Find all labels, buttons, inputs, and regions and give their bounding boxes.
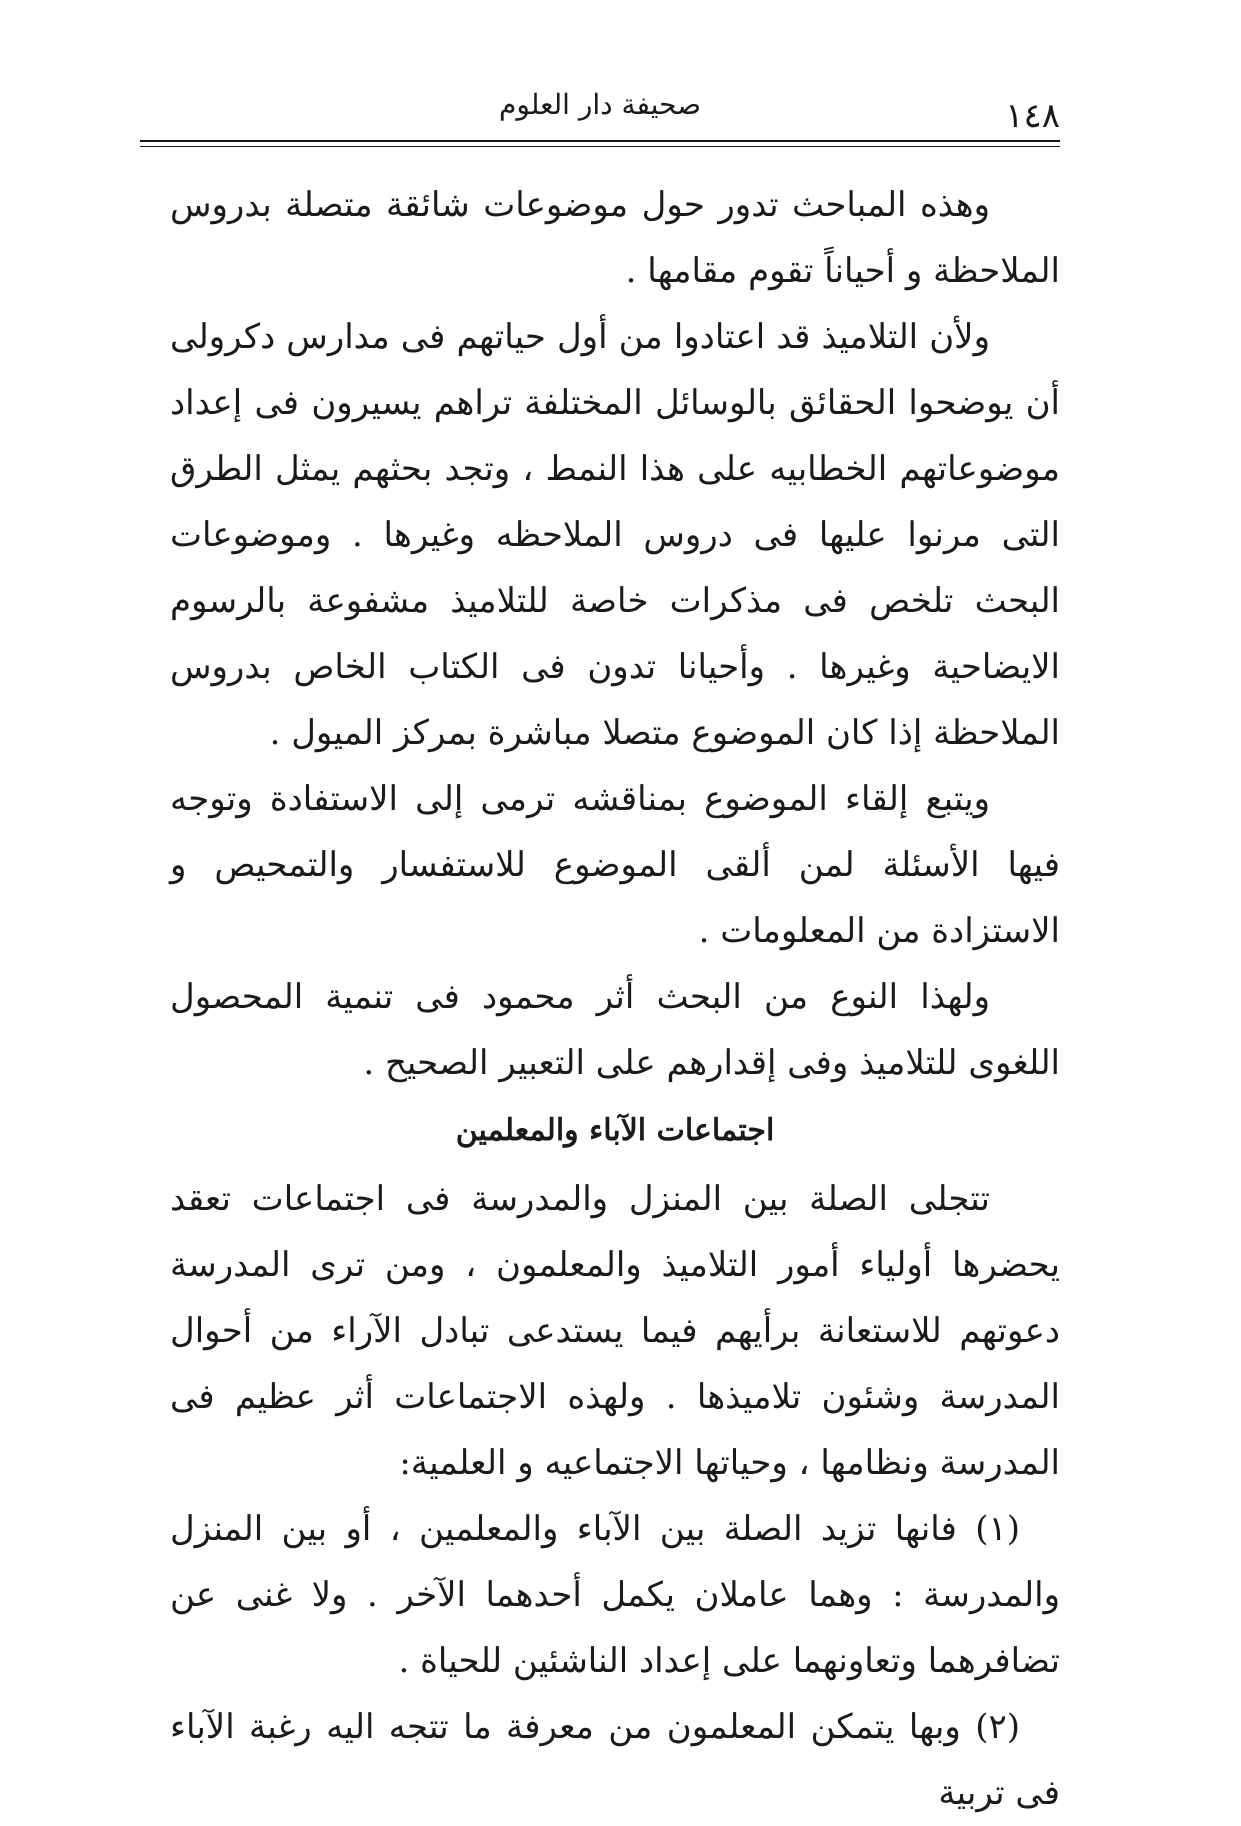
numbered-paragraph: (١) فانها تزيد الصلة بين الآباء والمعلمين ، أو بين المنزل والمدرسة : وهما عاملان يكمل أحدهما الآخر . ولا غنى عن تضافرهما وتعاونهما على إعداد الناشئين للحياة . bbox=[170, 1509, 1060, 1681]
numbered-paragraph: (٢) وبها يتمكن المعلمون من معرفة ما تتجه اليه رغبة الآباء فى تربية bbox=[170, 1707, 1060, 1813]
paragraph: وهذه المباحث تدور حول موضوعات شائقة متصلة بدروس الملاحظة و أحياناً تقوم مقامها . bbox=[170, 185, 1060, 291]
header-rule bbox=[140, 140, 1060, 142]
body-text bbox=[170, 172, 1060, 1826]
page-number: ١٤٨ bbox=[1005, 96, 1060, 136]
header-rule-thin bbox=[140, 146, 1060, 147]
running-title: صحيفة دار العلوم bbox=[499, 88, 701, 121]
paragraph: ويتبع إلقاء الموضوع بمناقشه ترمى إلى الاستفادة وتوجه فيها الأسئلة لمن ألقى الموضوع للاستفسار والتمحيص و الاستزادة من المعلومات . bbox=[170, 779, 1060, 951]
page-header bbox=[140, 84, 1060, 134]
paragraph: ولهذا النوع من البحث أثر محمود فى تنمية المحصول اللغوى للتلاميذ وفى إقدارهم على التعبير الصحيح . bbox=[170, 977, 1060, 1083]
section-heading: اجتماعات الآباء والمعلمين bbox=[455, 1113, 775, 1148]
paragraph: تتجلى الصلة بين المنزل والمدرسة فى اجتماعات تعقد يحضرها أولياء أمور التلاميذ والمعلمون ، ومن ترى المدرسة دعوتهم للاستعانة برأيهم فيما يستدعى تبادل الآراء من أحوال المدرسة وشئون تلاميذها . ولهذه الاجتماعات أثر عظيم فى المدرسة ونظامها ، وحياتها الاجتماعيه و العلمية: bbox=[170, 1179, 1060, 1483]
paragraph: ولأن التلاميذ قد اعتادوا من أول حياتهم فى مدارس دكرولى أن يوضحوا الحقائق بالوسائل المختلفة تراهم يسيرون فى إعداد موضوعاتهم الخطابيه على هذا النمط ، وتجد بحثهم يمثل الطرق التى مرنوا عليها فى دروس الملاحظه وغيرها . وموضوعات البحث تلخص فى مذكرات خاصة للتلاميذ مشفوعة بالرسوم الايضاحية وغيرها . وأحيانا تدون فى الكتاب الخاص بدروس الملاحظة إذا كان الموضوع متصلا مباشرة بمركز الميول . bbox=[170, 317, 1060, 753]
